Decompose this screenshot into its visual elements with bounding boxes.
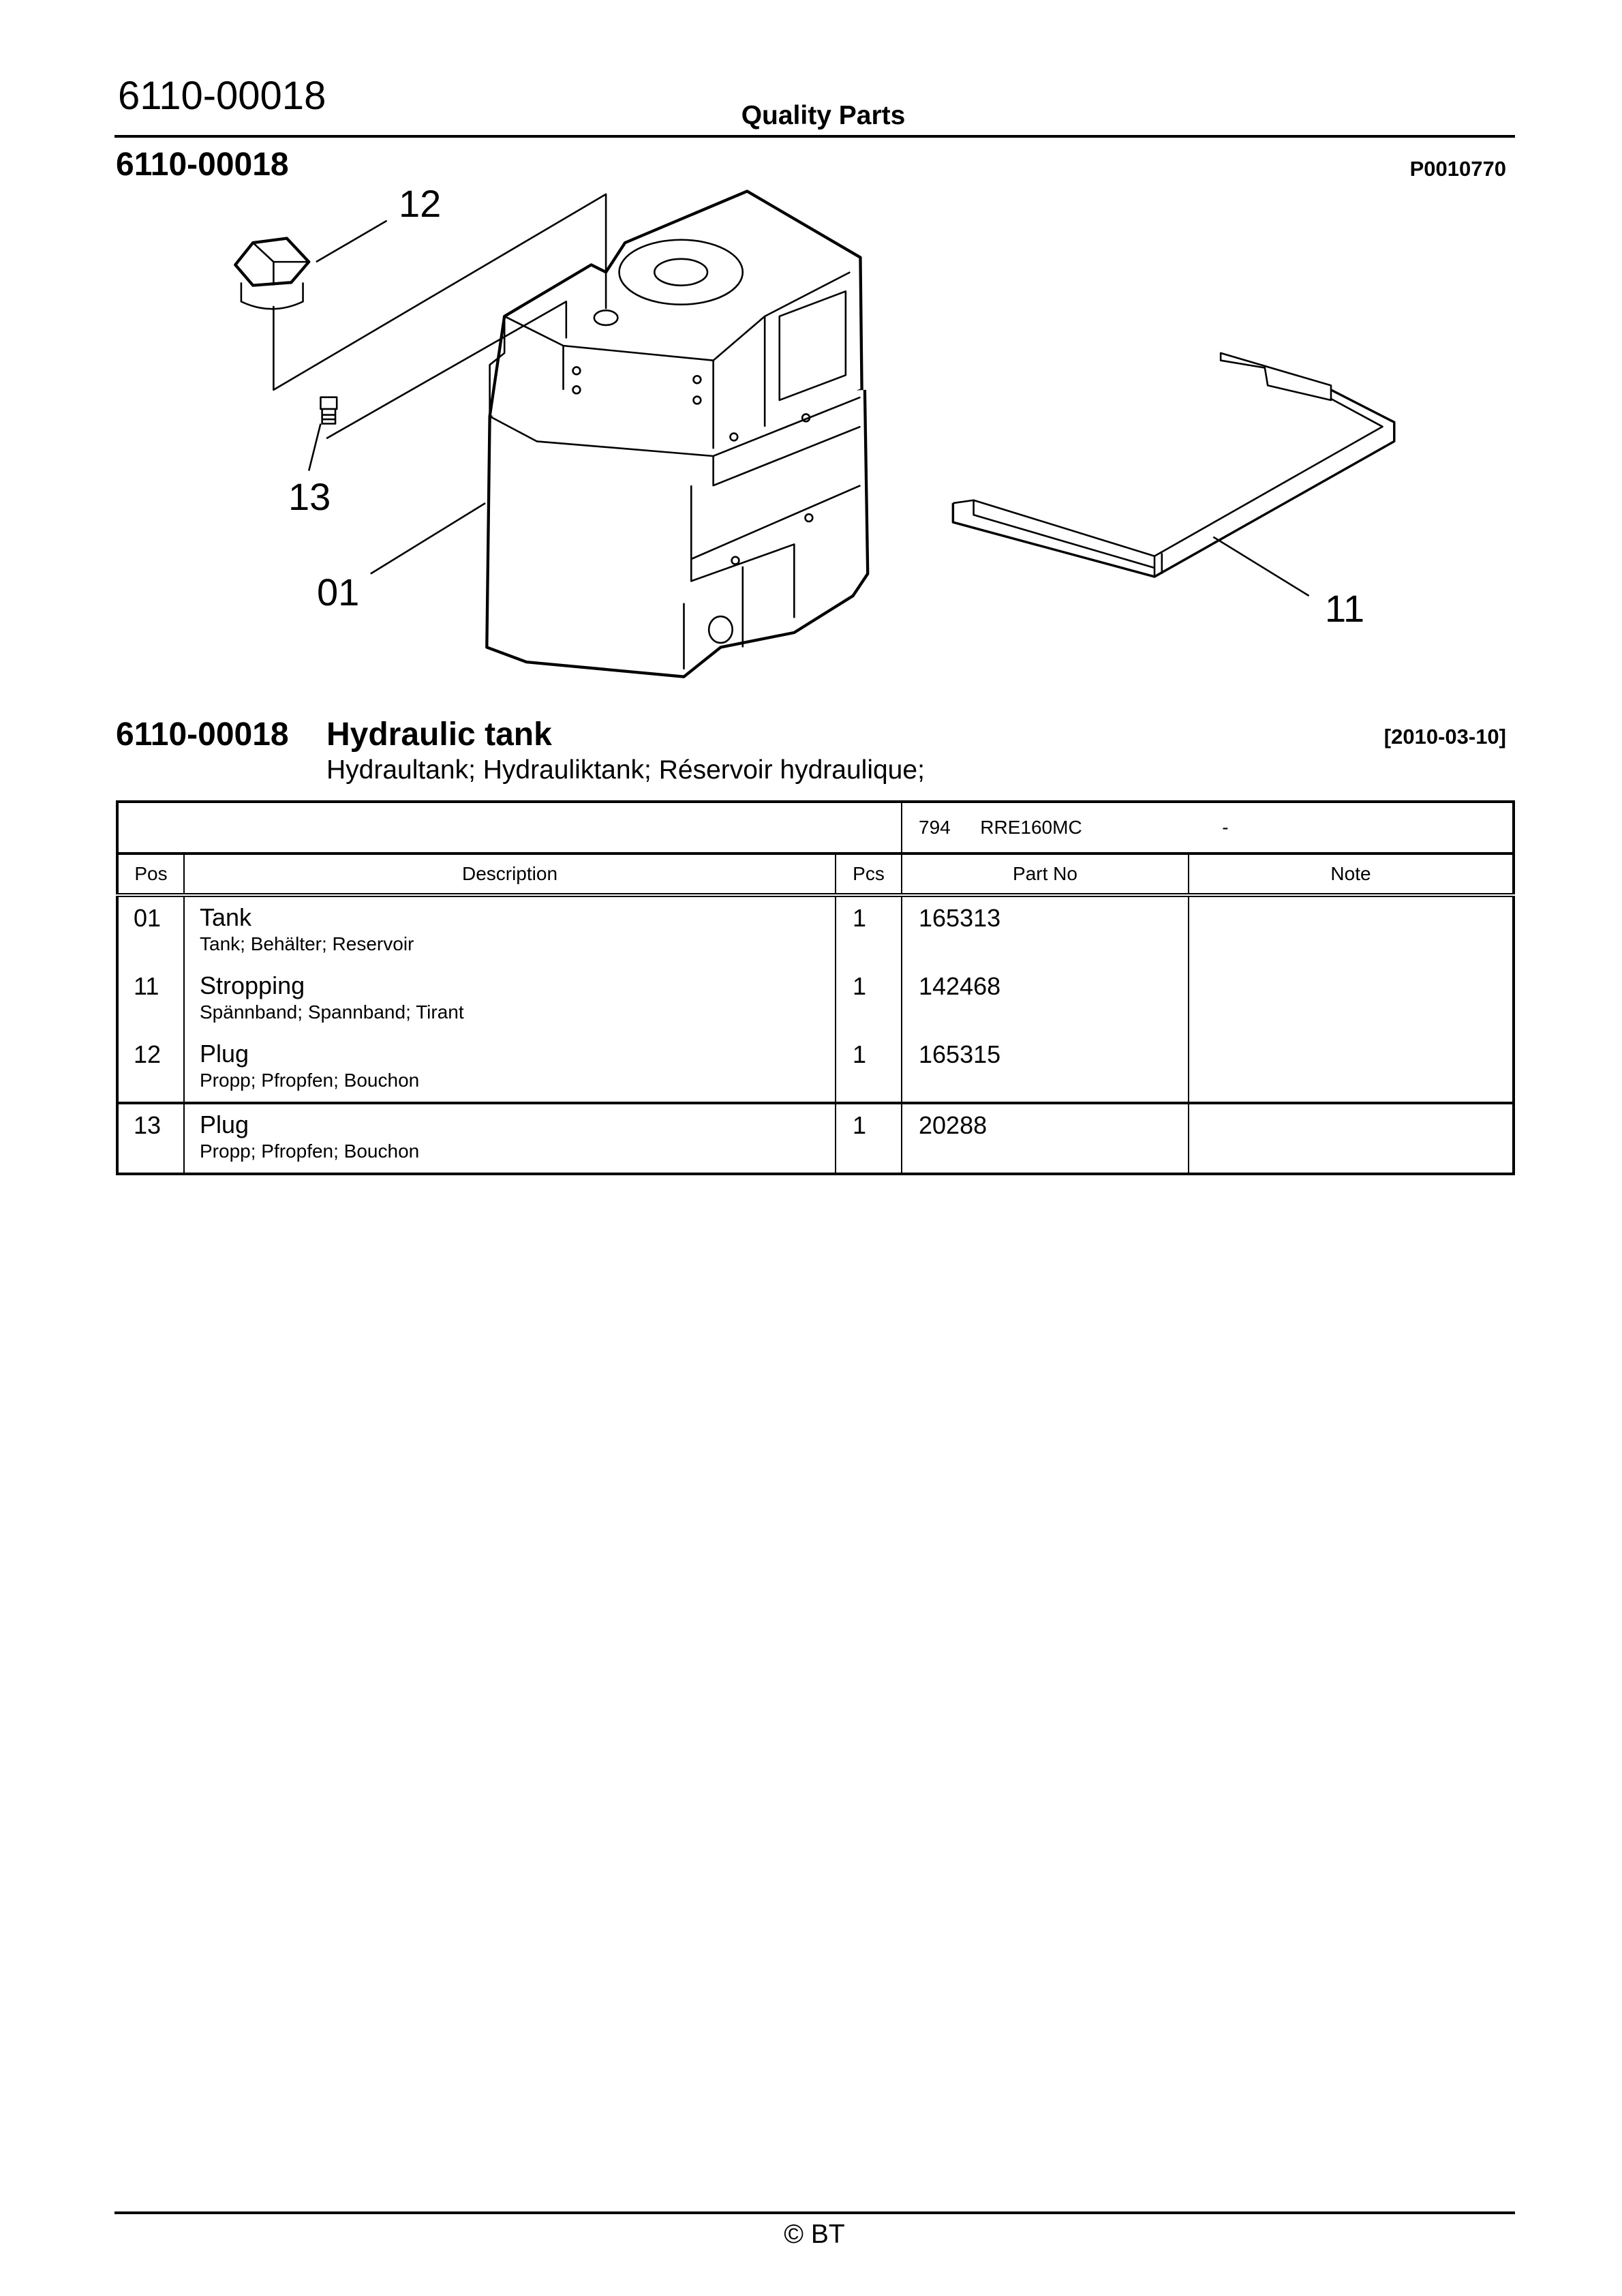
description-cell: [184, 1033, 836, 1103]
footer-rule: [114, 2211, 1515, 2214]
col-note: Note: [1189, 854, 1514, 895]
table-row: [117, 895, 1514, 965]
plug-part-12: [235, 239, 309, 309]
part-no: 20288: [902, 1103, 1189, 1174]
assembly-code: 6110-00018: [116, 147, 289, 183]
description-translations: Tank; Behälter; Reservoir: [200, 933, 414, 954]
description-cell: [184, 895, 836, 965]
leader-01: [371, 503, 485, 574]
plug-part-13: [320, 397, 337, 424]
col-part-no: Part No: [902, 854, 1189, 895]
table-row: [117, 1103, 1514, 1174]
model-range: -: [1222, 817, 1229, 838]
section-translations: Hydraultank; Hydrauliktank; Réservoir hydraulique;: [326, 755, 925, 785]
callout-11: 11: [1325, 587, 1365, 630]
note: [1189, 1033, 1514, 1103]
pcs: 1: [836, 1033, 902, 1103]
part-no: 165315: [902, 1033, 1189, 1103]
model-cell: [902, 802, 1514, 854]
note: [1189, 1103, 1514, 1174]
note: [1189, 895, 1514, 965]
pos: 01: [134, 904, 162, 932]
pcs: 1: [836, 965, 902, 1033]
description-cell: [184, 965, 836, 1033]
note: [1189, 965, 1514, 1033]
pos: 11: [134, 972, 159, 1000]
table-row: [117, 965, 1514, 1033]
strap-part-11: [953, 353, 1394, 577]
description-translations: Propp; Pfropfen; Bouchon: [200, 1070, 420, 1091]
leader-12: [316, 221, 387, 262]
description: Tank: [200, 903, 252, 931]
picture-id: P0010770: [1409, 157, 1506, 181]
pos: 13: [117, 1103, 184, 1174]
table-header: [117, 854, 1514, 895]
callout-01: 01: [317, 571, 360, 614]
part-no: 165313: [902, 895, 1189, 965]
model-name: RRE160MC: [980, 817, 1082, 838]
description-translations: Propp; Pfropfen; Bouchon: [200, 1141, 420, 1162]
description: Stropping: [200, 971, 305, 999]
description-translations: Spännband; Spannband; Tirant: [200, 1001, 464, 1023]
pcs: 1: [836, 895, 902, 965]
model-number: 794: [919, 817, 951, 838]
model-row-blank: [117, 802, 902, 854]
section-code: 6110-00018: [116, 716, 289, 753]
exploded-parts-drawing: [0, 0, 1622, 689]
part-no: 142468: [902, 965, 1189, 1033]
callout-13: 13: [288, 475, 331, 518]
description-cell: [184, 1103, 836, 1174]
section-date: [2010-03-10]: [1383, 725, 1506, 749]
pcs: 1: [836, 1103, 902, 1174]
callout-12: 12: [399, 182, 442, 225]
header-title: Quality Parts: [741, 101, 906, 130]
document-code: 6110-00018: [118, 74, 326, 118]
pos: 12: [134, 1040, 162, 1068]
tank-part-01: [487, 192, 868, 677]
leader-11: [1213, 537, 1309, 596]
table-row: [117, 1033, 1514, 1103]
leader-13: [309, 424, 320, 471]
col-pos: Pos: [117, 854, 184, 895]
section-title: Hydraulic tank: [326, 716, 552, 753]
description: Plug: [200, 1040, 249, 1068]
model-row: [117, 802, 1514, 854]
col-pcs: Pcs: [836, 854, 902, 895]
parts-table: [116, 800, 1515, 1175]
description: Plug: [200, 1111, 249, 1138]
copyright: © BT: [784, 2220, 845, 2249]
col-description: Description: [184, 854, 836, 895]
